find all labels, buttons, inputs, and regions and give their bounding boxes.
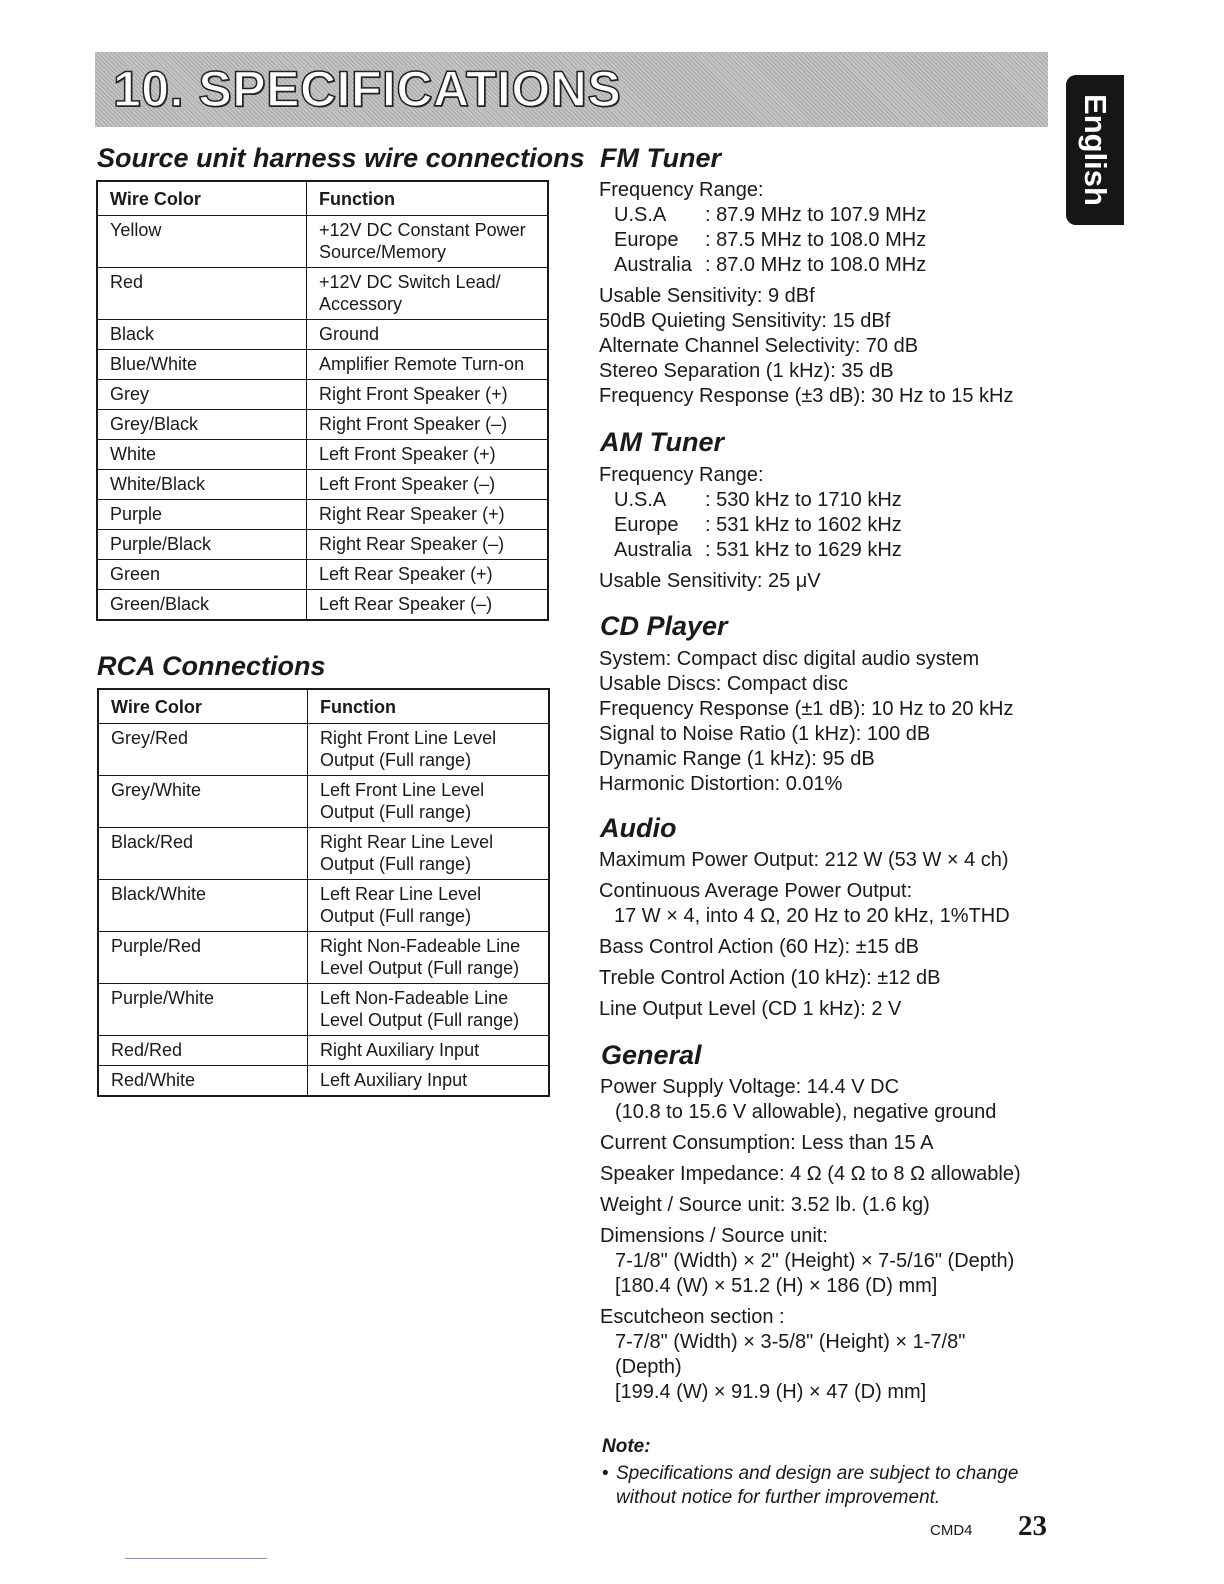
cd-spec: System: Compact disc digital audio system	[599, 648, 980, 670]
wire-color-cell: Yellow	[97, 216, 307, 268]
language-tab	[1066, 75, 1124, 225]
cd-specs	[599, 647, 1014, 797]
table-header-row	[98, 689, 549, 724]
wire-color-cell: Red	[97, 268, 307, 320]
cd-title: CD Player	[600, 611, 728, 641]
note-line: without notice for further improvement.	[616, 1487, 941, 1508]
am-region-row: Europe : 531 kHz to 1602 kHz	[614, 514, 902, 536]
page-edge-line	[125, 1558, 267, 1559]
cd-spec: Harmonic Distortion: 0.01%	[599, 773, 843, 795]
table-header-row	[97, 181, 548, 216]
table-row	[97, 590, 548, 621]
wire-color-cell: Black/Red	[98, 828, 308, 880]
general-title: General	[601, 1040, 702, 1070]
general-current: Current Consumption: Less than 15 A	[600, 1132, 934, 1154]
function-cell: Left Front Speaker (–)	[307, 470, 549, 500]
wire-color-cell: Green	[97, 560, 307, 590]
table-row	[97, 440, 548, 470]
note-title: Note:	[602, 1436, 651, 1457]
audio-bass: Bass Control Action (60 Hz): ±15 dB	[599, 936, 920, 958]
general-escutcheon-in: 7-7/8" (Width) × 3-5/8" (Height) × 1-7/8"	[615, 1331, 966, 1353]
table-row	[98, 1066, 549, 1097]
am-specs	[599, 463, 902, 594]
column-header: Function	[307, 181, 549, 216]
cd-spec: Signal to Noise Ratio (1 kHz): 100 dB	[599, 723, 931, 745]
wire-color-cell: Purple/Black	[97, 530, 307, 560]
table-row	[97, 320, 548, 350]
wire-color-cell: Purple/White	[98, 984, 308, 1036]
wire-color-cell: Grey/White	[98, 776, 308, 828]
general-dimensions-in: 7-1/8" (Width) × 2" (Height) × 7-5/16" (Depth)	[615, 1250, 1015, 1272]
fm-spec: 50dB Quieting Sensitivity: 15 dBf	[599, 310, 891, 332]
am-spec: Usable Sensitivity: 25 μV	[599, 570, 821, 592]
note-bullet: •	[602, 1463, 609, 1484]
general-escutcheon-in-cont: (Depth)	[615, 1356, 682, 1378]
general-impedance: Speaker Impedance: 4 Ω (4 Ω to 8 Ω allowable)	[600, 1163, 1021, 1185]
wire-color-cell: White/Black	[97, 470, 307, 500]
audio-line-out: Line Output Level (CD 1 kHz): 2 V	[599, 998, 902, 1020]
wire-color-cell: Red/Red	[98, 1036, 308, 1066]
table-row	[97, 470, 548, 500]
function-cell: Left Auxiliary Input	[308, 1066, 550, 1097]
fm-region-row: Australia : 87.0 MHz to 108.0 MHz	[614, 254, 927, 276]
model-code: CMD4	[930, 1522, 973, 1539]
general-dimensions-label: Dimensions / Source unit:	[600, 1225, 828, 1247]
wire-color-cell: Red/White	[98, 1066, 308, 1097]
harness-title: Source unit harness wire connections	[97, 143, 585, 173]
fm-region-row: U.S.A : 87.9 MHz to 107.9 MHz	[614, 204, 927, 226]
audio-continuous-label: Continuous Average Power Output:	[599, 880, 913, 902]
rca-table	[97, 688, 550, 1097]
fm-spec: Stereo Separation (1 kHz): 35 dB	[599, 360, 894, 382]
general-escutcheon-label: Escutcheon section :	[600, 1306, 785, 1328]
function-cell: Left Rear Speaker (+)	[307, 560, 549, 590]
general-power-supply-detail: (10.8 to 15.6 V allowable), negative ground	[615, 1101, 997, 1123]
wire-color-cell: Blue/White	[97, 350, 307, 380]
table-row	[97, 530, 548, 560]
rca-title: RCA Connections	[97, 651, 326, 681]
function-cell: Right Rear Line Level Output (Full range)	[308, 828, 550, 880]
general-specs	[600, 1075, 1021, 1405]
wire-color-cell: Grey/Red	[98, 724, 308, 776]
wire-color-cell: Purple	[97, 500, 307, 530]
table-row	[97, 350, 548, 380]
function-cell: Right Rear Speaker (+)	[307, 500, 549, 530]
wire-color-cell: Purple/Red	[98, 932, 308, 984]
harness-table	[96, 180, 549, 621]
audio-specs	[599, 848, 1010, 1022]
wire-color-cell: Black/White	[98, 880, 308, 932]
wire-color-cell: Black	[97, 320, 307, 350]
table-row	[97, 216, 548, 268]
function-cell: Right Front Line Level Output (Full range)	[308, 724, 550, 776]
table-row	[98, 1036, 549, 1066]
table-row	[98, 984, 549, 1036]
table-row	[97, 268, 548, 320]
general-weight: Weight / Source unit: 3.52 lb. (1.6 kg)	[600, 1194, 930, 1216]
general-escutcheon-mm: [199.4 (W) × 91.9 (H) × 47 (D) mm]	[615, 1381, 927, 1403]
function-cell: Right Rear Speaker (–)	[307, 530, 549, 560]
function-cell: Left Rear Speaker (–)	[307, 590, 549, 621]
am-region-row: Australia : 531 kHz to 1629 kHz	[614, 539, 902, 561]
am-range-label: Frequency Range:	[599, 464, 764, 486]
cd-spec: Dynamic Range (1 kHz): 95 dB	[599, 748, 875, 770]
note-line: Specifications and design are subject to change	[616, 1463, 1019, 1484]
table-row	[97, 410, 548, 440]
table-row	[97, 560, 548, 590]
cd-spec: Usable Discs: Compact disc	[599, 673, 848, 695]
function-cell: Right Front Speaker (–)	[307, 410, 549, 440]
cd-spec: Frequency Response (±1 dB): 10 Hz to 20 kHz	[599, 698, 1014, 720]
fm-title: FM Tuner	[600, 143, 721, 173]
note-body	[602, 1462, 1042, 1510]
function-cell: Right Front Speaker (+)	[307, 380, 549, 410]
table-row	[98, 776, 549, 828]
page-title: 10. SPECIFICATIONS	[113, 61, 622, 117]
function-cell: Right Non-Fadeable Line Level Output (Full range)	[308, 932, 550, 984]
function-cell: +12V DC Constant Power Source/Memory	[307, 216, 549, 268]
audio-treble: Treble Control Action (10 kHz): ±12 dB	[599, 967, 941, 989]
function-cell: +12V DC Switch Lead/ Accessory	[307, 268, 549, 320]
audio-continuous-value: 17 W × 4, into 4 Ω, 20 Hz to 20 kHz, 1%THD	[614, 905, 1010, 927]
column-header: Wire Color	[97, 181, 307, 216]
fm-spec: Frequency Response (±3 dB): 30 Hz to 15 kHz	[599, 385, 1014, 407]
page-number: 23	[1018, 1510, 1047, 1542]
wire-color-cell: Grey	[97, 380, 307, 410]
wire-color-cell: White	[97, 440, 307, 470]
function-cell: Left Front Speaker (+)	[307, 440, 549, 470]
am-title: AM Tuner	[600, 427, 725, 457]
column-header: Function	[308, 689, 550, 724]
function-cell: Right Auxiliary Input	[308, 1036, 550, 1066]
table-row	[98, 828, 549, 880]
section-banner	[95, 52, 1048, 127]
audio-max-power: Maximum Power Output: 212 W (53 W × 4 ch)	[599, 849, 1009, 871]
language-tab-label: English	[1078, 94, 1113, 206]
general-power-supply: Power Supply Voltage: 14.4 V DC	[600, 1076, 900, 1098]
fm-spec: Usable Sensitivity: 9 dBf	[599, 285, 815, 307]
table-row	[98, 932, 549, 984]
table-row	[97, 380, 548, 410]
fm-spec: Alternate Channel Selectivity: 70 dB	[599, 335, 919, 357]
table-row	[98, 724, 549, 776]
function-cell: Ground	[307, 320, 549, 350]
fm-region-row: Europe : 87.5 MHz to 108.0 MHz	[614, 229, 927, 251]
wire-color-cell: Grey/Black	[97, 410, 307, 440]
general-dimensions-mm: [180.4 (W) × 51.2 (H) × 186 (D) mm]	[615, 1275, 938, 1297]
am-region-row: U.S.A : 530 kHz to 1710 kHz	[614, 489, 902, 511]
table-row	[97, 500, 548, 530]
audio-title: Audio	[600, 813, 677, 843]
wire-color-cell: Green/Black	[97, 590, 307, 621]
function-cell: Left Rear Line Level Output (Full range)	[308, 880, 550, 932]
function-cell: Left Front Line Level Output (Full range)	[308, 776, 550, 828]
fm-range-label: Frequency Range:	[599, 179, 764, 201]
function-cell: Amplifier Remote Turn-on	[307, 350, 549, 380]
fm-specs	[599, 178, 1014, 409]
function-cell: Left Non-Fadeable Line Level Output (Full range)	[308, 984, 550, 1036]
table-row	[98, 880, 549, 932]
column-header: Wire Color	[98, 689, 308, 724]
